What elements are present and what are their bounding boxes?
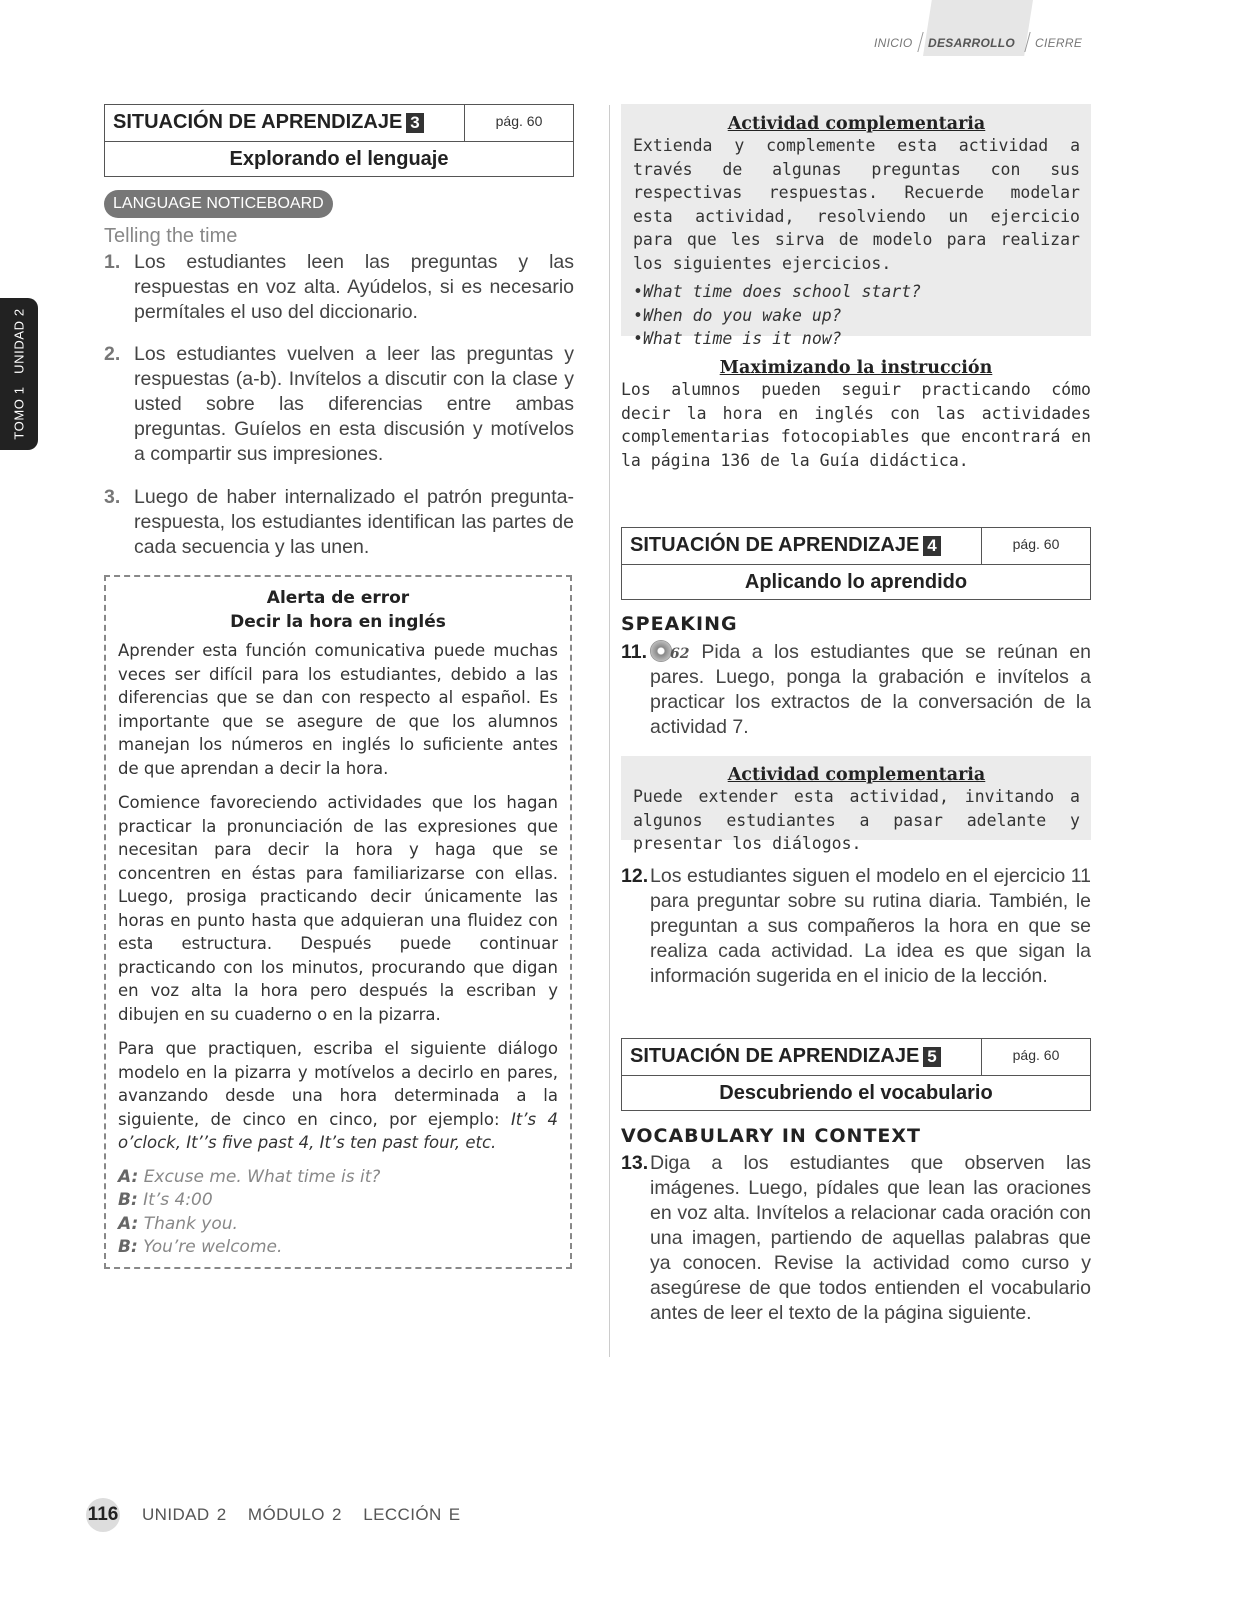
section-nav <box>870 0 1110 60</box>
audio-track-icon: 62 <box>650 640 690 662</box>
dialogue-line: A: Excuse me. What time is it? <box>118 1166 381 1187</box>
activity-bullets <box>633 280 1080 351</box>
list-item-11 <box>621 640 1091 740</box>
item-number: 1. <box>104 251 121 273</box>
error-alert-box <box>104 575 572 1269</box>
item-text: Los estudiantes leen las preguntas y las respuestas en voz alta. Ayúdelos, si es necesario permítales el uso del diccionario. <box>134 251 574 323</box>
list-item-3 <box>104 485 574 560</box>
dialogue-line: A: Thank you. <box>118 1213 238 1234</box>
situation-subtitle: Descubriendo el vocabulario <box>719 1082 993 1104</box>
item-number: 3. <box>104 486 121 508</box>
maximizing-title: Maximizando la instrucción <box>719 358 993 378</box>
side-tab-label: TOMO 1 UNIDAD 2 <box>11 308 27 440</box>
alert-title: Alerta de error <box>266 588 410 608</box>
item-text: Los estudiantes siguen el modelo en el ejercicio 11 para preguntar sobre su rutina diaria. También, le preguntan a sus compañeros la hora en que se realiza cada actividad. La idea es que sigan la información sugerida en el inicio de la lección. <box>650 865 1091 987</box>
item-number: 2. <box>104 343 121 365</box>
side-tab <box>0 298 38 450</box>
alert-paragraph <box>118 1037 558 1155</box>
situation-subtitle: Aplicando lo aprendido <box>744 571 968 593</box>
maximizing-section <box>621 358 1091 472</box>
item-number: 11. <box>621 641 648 663</box>
activity-text: Extienda y complemente esta actividad a través de algunas preguntas con sus respectivas respuestas. Recuerde modelar esta actividad, resolviendo un ejercicio para que les sirva de modelo para realizar los siguientes ejercicios. <box>633 136 1080 273</box>
item-text: Diga a los estudiantes que observen las imágenes. Luego, pídales que lean las oraciones en voz alta. Invítelos a relacionar cada oración con una imagen, partiendo de aquellas palabras que ya conocen. Revise la actividad como curso y asegúrese de que todos entienden el vocabulario antes de leer el texto de la página siguiente. <box>650 1152 1091 1324</box>
alert-paragraph: Aprender esta función comunicativa puede muchas veces ser difícil para los estudiantes, debido a las diferencias que se dan con respecto al español. Es importante que se asegure de que los alumnos manejan los números en inglés lo suficiente antes de que aprendan a decir la hora. <box>118 641 558 778</box>
situation-number: 4 <box>923 536 940 556</box>
column-divider <box>609 105 610 1357</box>
item-text: 62 Pida a los estudiantes que se reúnan en pares. Luego, ponga la grabación e invítelos a practicar los extractos de la conversación de la actividad 7. <box>650 641 1091 738</box>
speaking-heading: SPEAKING <box>621 613 738 635</box>
section-heading: Telling the time <box>104 225 238 247</box>
list-item-13 <box>621 1151 1091 1326</box>
item-text: Luego de haber internalizado el patrón pregunta-respuesta, los estudiantes identifican las partes de cada secuencia y las unen. <box>134 486 574 558</box>
maximizing-text: Los alumnos pueden seguir practicando cómo decir la hora en inglés con las actividades complementarias fotocopiables que encontrará en la página 136 de la Guía didáctica. <box>621 380 1091 470</box>
page-reference: pág. 60 <box>981 528 1090 564</box>
nav-cierre: CIERRE <box>1035 36 1083 50</box>
situation-box-3 <box>104 104 574 177</box>
list-item-12 <box>621 864 1091 989</box>
activity-title: Actividad complementaria <box>727 765 986 785</box>
footer-text: UNIDAD 2 MÓDULO 2 LECCIÓN E <box>142 1505 461 1524</box>
situation-title: SITUACIÓN DE APRENDIZAJE <box>630 1045 920 1067</box>
situation-box-4 <box>621 527 1091 600</box>
language-noticeboard-badge: LANGUAGE NOTICEBOARD <box>104 190 333 218</box>
bullet-item: •What time is it now? <box>633 329 842 348</box>
item-text: Los estudiantes vuelven a leer las preguntas y respuestas (a-b). Invítelos a discutir con la clase y usted sobre las diferencias entre ambas preguntas. Guíelos en esta discusión y motívelos a compartir sus impresiones. <box>134 343 574 465</box>
dialogue-line: B: You’re welcome. <box>118 1237 283 1257</box>
list-item-2 <box>104 342 574 467</box>
alert-subtitle: Decir la hora en inglés <box>230 612 446 632</box>
item-number: 13. <box>621 1152 649 1174</box>
bullet-item: •What time does school start? <box>633 282 922 301</box>
situation-title: SITUACIÓN DE APRENDIZAJE <box>630 534 920 556</box>
alert-example: It’s 4 o’clock, It’’s five past 4, It’s ten past four, etc. <box>118 1109 558 1152</box>
complementary-activity-box-2 <box>621 756 1091 853</box>
page-footer <box>86 1498 461 1532</box>
situation-number: 3 <box>406 113 423 133</box>
activity-title: Actividad complementaria <box>727 114 986 134</box>
situation-box-5 <box>621 1038 1091 1111</box>
situation-title: SITUACIÓN DE APRENDIZAJE <box>113 111 403 133</box>
list-item-1 <box>104 250 574 325</box>
page-reference: pág. 60 <box>464 105 573 141</box>
activity-text: Puede extender esta actividad, invitando a algunos estudiantes a pasar adelante y presentar los diálogos. <box>633 787 1080 853</box>
dialogue <box>118 1166 558 1260</box>
page-number: 116 <box>86 1498 120 1532</box>
complementary-activity-box <box>621 104 1091 348</box>
bullet-item: •When do you wake up? <box>633 305 842 325</box>
situation-number: 5 <box>923 1047 940 1067</box>
nav-separator <box>917 32 923 52</box>
nav-inicio: INICIO <box>874 36 913 50</box>
vocabulary-heading: VOCABULARY IN CONTEXT <box>621 1125 921 1147</box>
situation-subtitle: Explorando el lenguaje <box>229 148 449 170</box>
alert-paragraph: Comience favoreciendo actividades que los hagan practicar la pronunciación de las expresiones que necesitan para decir la hora y haga que se concentren en éstas para familiarizarse con ellas. Luego, prosiga practicando decir únicamente las horas en punto hasta que adquieran una fluidez con esta estructura. Después puede continuar practicando con los minutos, procurando que digan en voz alta la hora pero después la escriban y dibujen en su cuaderno o en la pizarra. <box>118 793 558 1024</box>
alert-paragraph-text: Para que practiquen, escriba el siguiente diálogo modelo en la pizarra y motívelos a decirlo en pares, avanzando desde una hora determinada a la siguiente, de cinco en cinco, por ejemplo: <box>118 1039 558 1129</box>
item-number: 12. <box>621 865 649 887</box>
page-reference: pág. 60 <box>981 1039 1090 1075</box>
dialogue-line: B: It’s 4:00 <box>118 1190 213 1210</box>
nav-desarrollo: DESARROLLO <box>928 36 1015 50</box>
